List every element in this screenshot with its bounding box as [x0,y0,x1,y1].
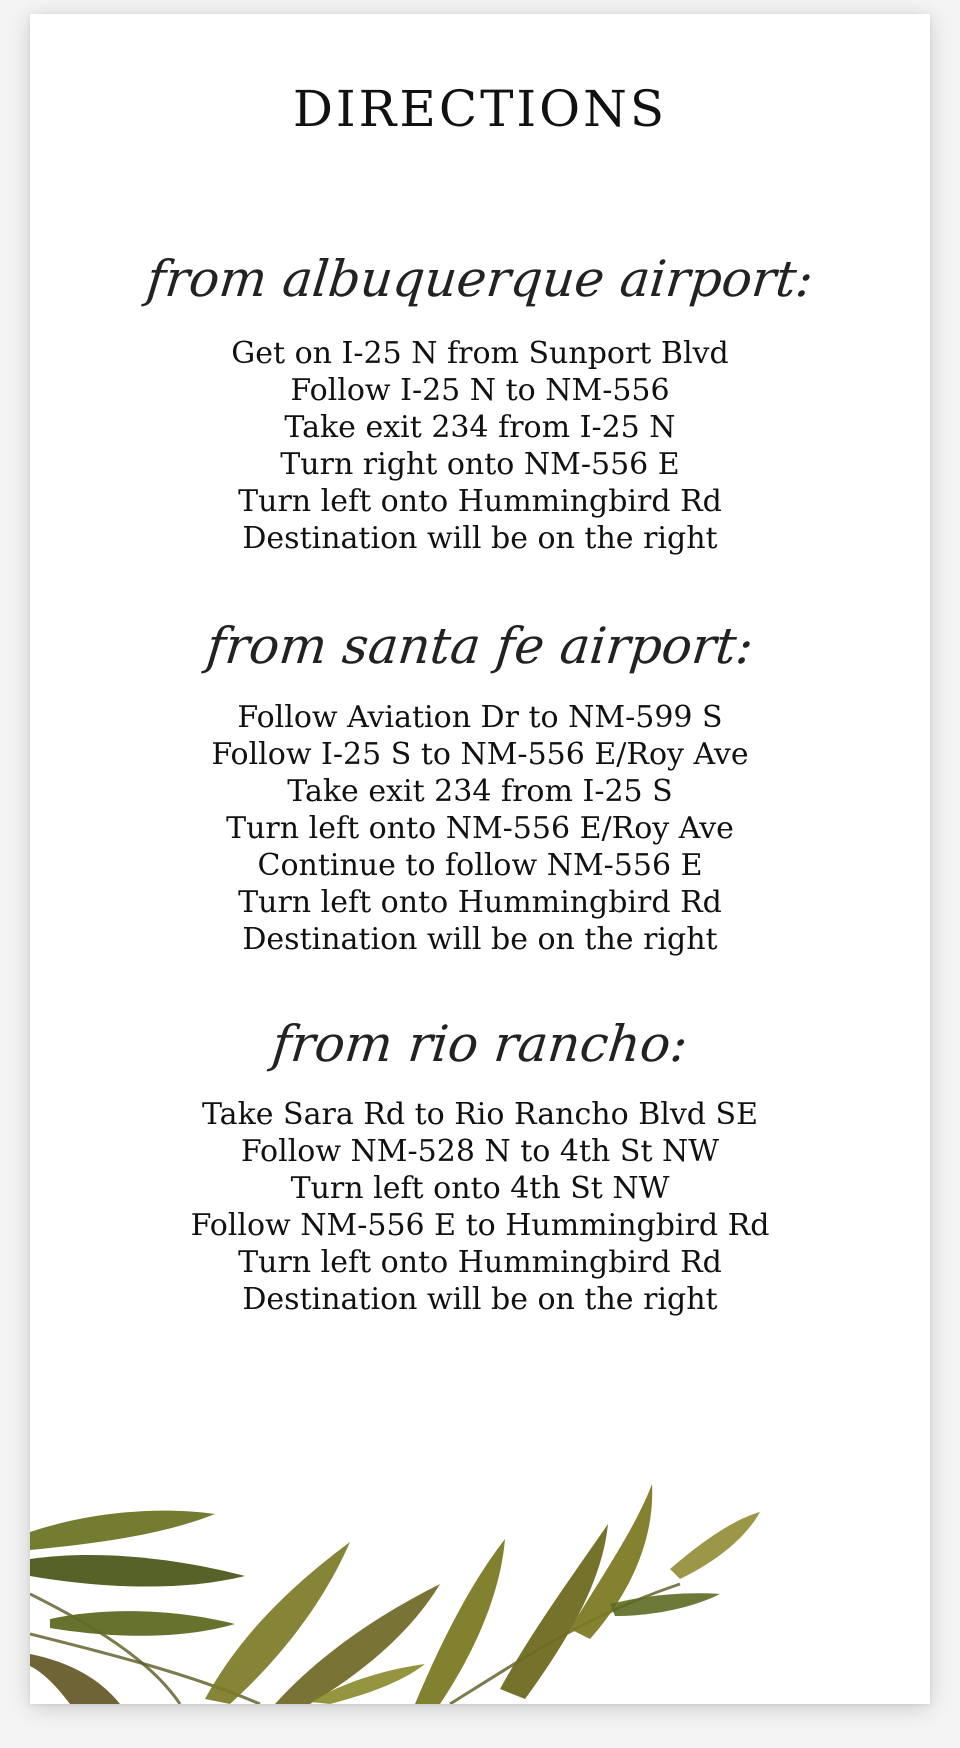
direction-step: Take exit 234 from I-25 N [284,410,676,445]
direction-step: Destination will be on the right [242,521,718,556]
direction-step: Take exit 234 from I-25 S [287,774,673,809]
direction-step: Take Sara Rd to Rio Rancho Blvd SE [202,1097,758,1132]
olive-branch-leaves-icon [30,1484,930,1704]
direction-step: Follow NM-556 E to Hummingbird Rd [190,1208,770,1243]
section-heading-rio-rancho: from rio rancho: [269,1015,691,1073]
direction-step: Turn left onto Hummingbird Rd [238,885,722,920]
steps-list-rio-rancho [30,1096,930,1318]
direction-step: Continue to follow NM-556 E [257,848,703,883]
steps-list-santa-fe [30,699,930,958]
direction-step: Destination will be on the right [242,922,718,957]
steps-list-albuquerque [30,335,930,557]
direction-step: Turn right onto NM-556 E [280,447,680,482]
direction-step: Follow I-25 S to NM-556 E/Roy Ave [211,737,749,772]
direction-step: Destination will be on the right [242,1282,718,1317]
direction-step: Turn left onto 4th St NW [290,1171,670,1206]
directions-card [30,14,930,1704]
section-heading-santa-fe: from santa fe airport: [203,617,757,675]
page-title: DIRECTIONS [292,80,668,138]
direction-step: Turn left onto Hummingbird Rd [238,1245,722,1280]
direction-step: Follow Aviation Dr to NM-599 S [237,700,723,735]
direction-step: Follow NM-528 N to 4th St NW [240,1134,720,1169]
direction-step: Get on I-25 N from Sunport Blvd [231,336,729,371]
section-heading-albuquerque: from albuquerque airport: [144,250,816,308]
direction-step: Turn left onto Hummingbird Rd [238,484,722,519]
direction-step: Turn left onto NM-556 E/Roy Ave [226,811,734,846]
direction-step: Follow I-25 N to NM-556 [290,373,670,408]
